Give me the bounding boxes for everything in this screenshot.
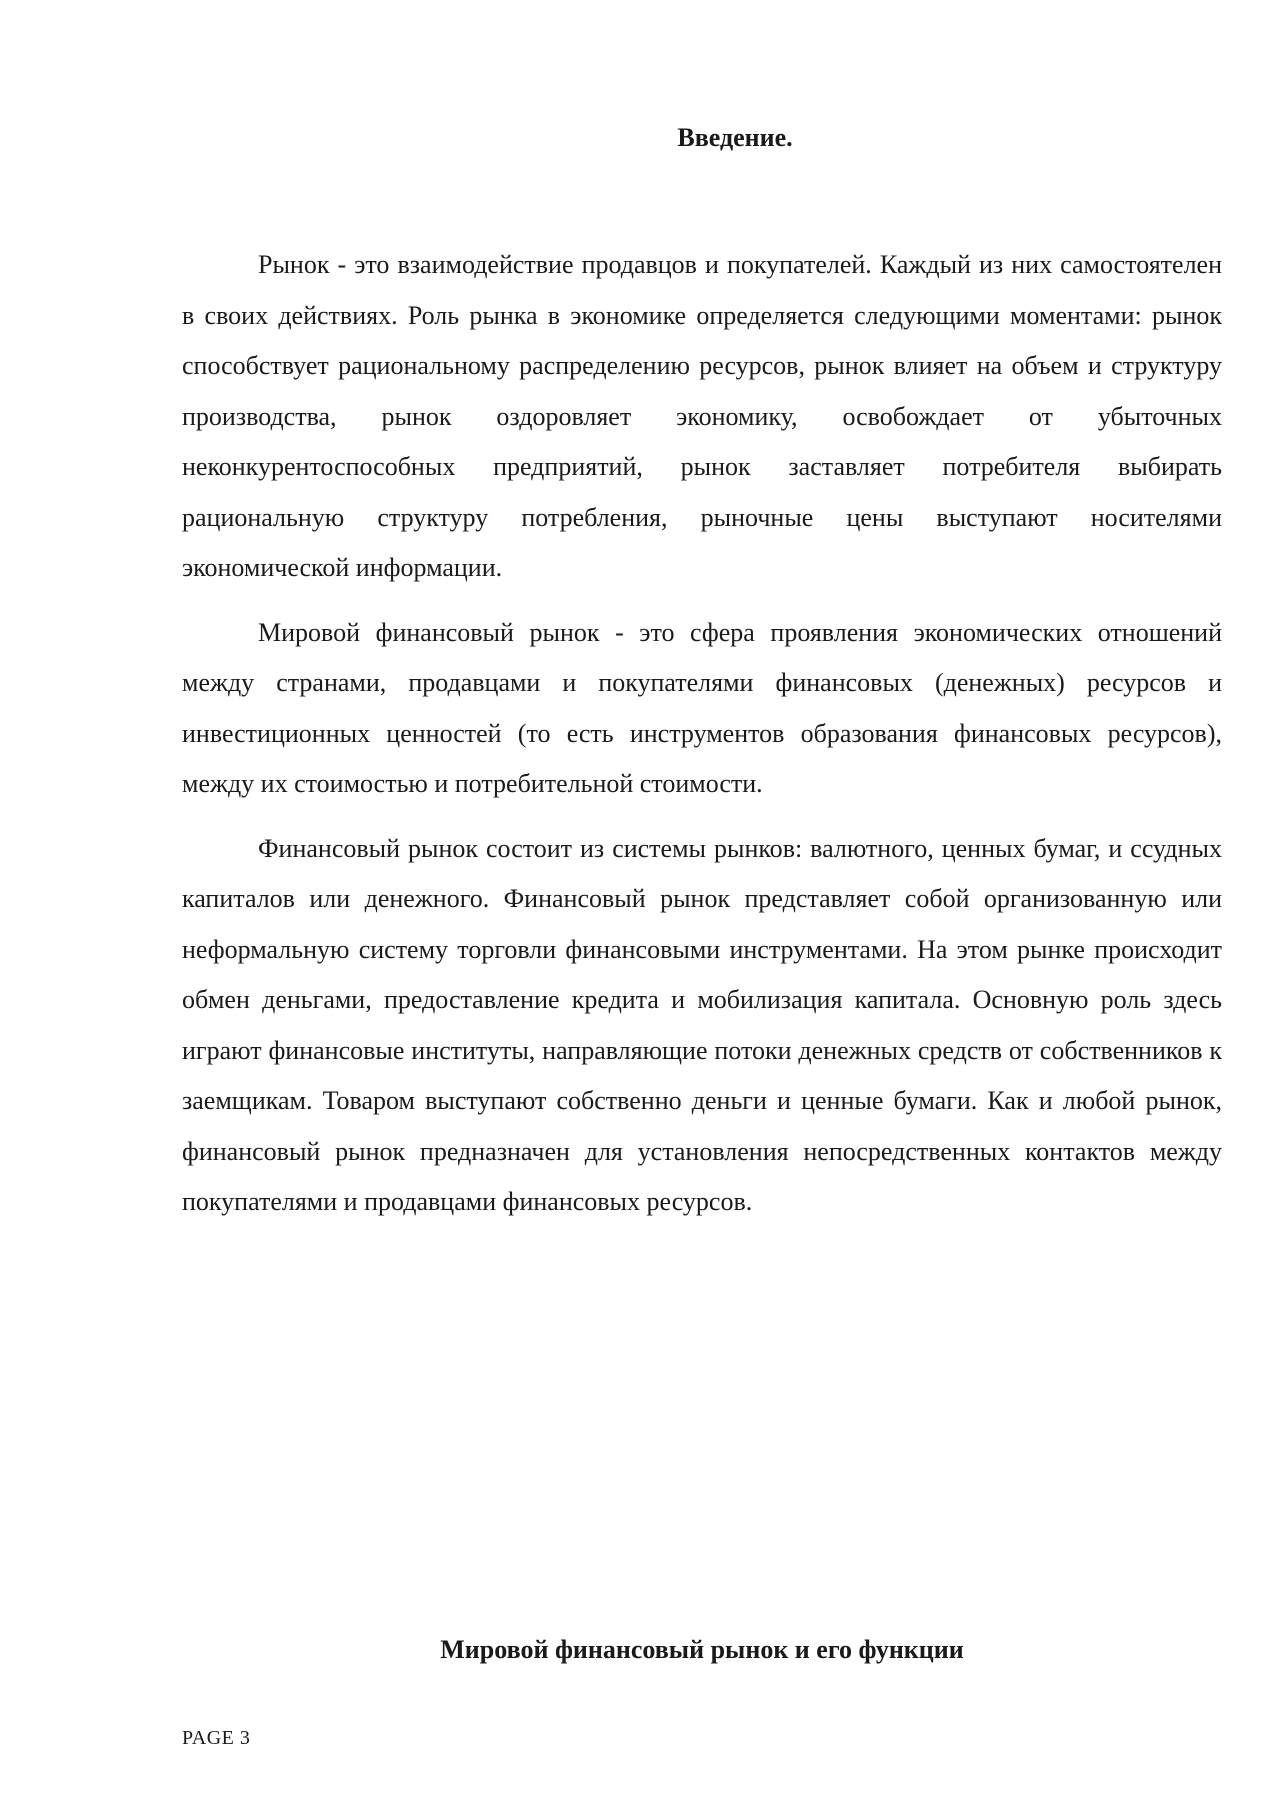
body-text	[182, 240, 1222, 1228]
paragraph-market-definition: Рынок - это взаимодействие продавцов и покупателей. Каждый из них самостоятелен в своих действиях. Роль рынка в экономике определяется следующими моментами: рынок способствует рациональному распределению ресурсов, рынок влияет на объем и структуру производства, рынок оздоровляет экономику, освобождает от убыточных неконкурентоспособных предприятий, рынок заставляет потребителя выбирать рациональную структуру потребления, рыночные цены выступают носителями экономической информации.	[182, 250, 1222, 582]
intro-heading: Введение.	[677, 123, 793, 152]
paragraph-financial-market-structure: Финансовый рынок состоит из системы рынков: валютного, ценных бумаг, и ссудных капиталов или денежного. Финансовый рынок представляет собой организованную или неформальную систему торговли финансовыми инструментами. На этом рынке происходит обмен деньгами, предоставление кредита и мобилизация капитала. Основную роль здесь играют финансовые институты, направляющие потоки денежных средств от собственников к заемщикам. Товаром выступают собственно деньги и ценные бумаги. Как и любой рынок, финансовый рынок предназначен для установления непосредственных контактов между покупателями и продавцами финансовых ресурсов.	[182, 833, 1222, 1216]
page-footer	[182, 1724, 250, 1752]
page-number: 3	[239, 1727, 251, 1749]
section-heading: Мировой финансовый рынок и его функции	[440, 1635, 964, 1664]
paragraph-world-financial-market: Мировой финансовый рынок - это сфера проявления экономических отношений между странами, продавцами и покупателями финансовых (денежных) ресурсов и инвестиционных ценностей (то есть инструментов образования финансовых ресурсов), между их стоимостью и потребительной стоимости.	[182, 617, 1222, 798]
page-label: PAGE	[182, 1727, 235, 1749]
intro-heading-wrapper	[180, 118, 1280, 158]
